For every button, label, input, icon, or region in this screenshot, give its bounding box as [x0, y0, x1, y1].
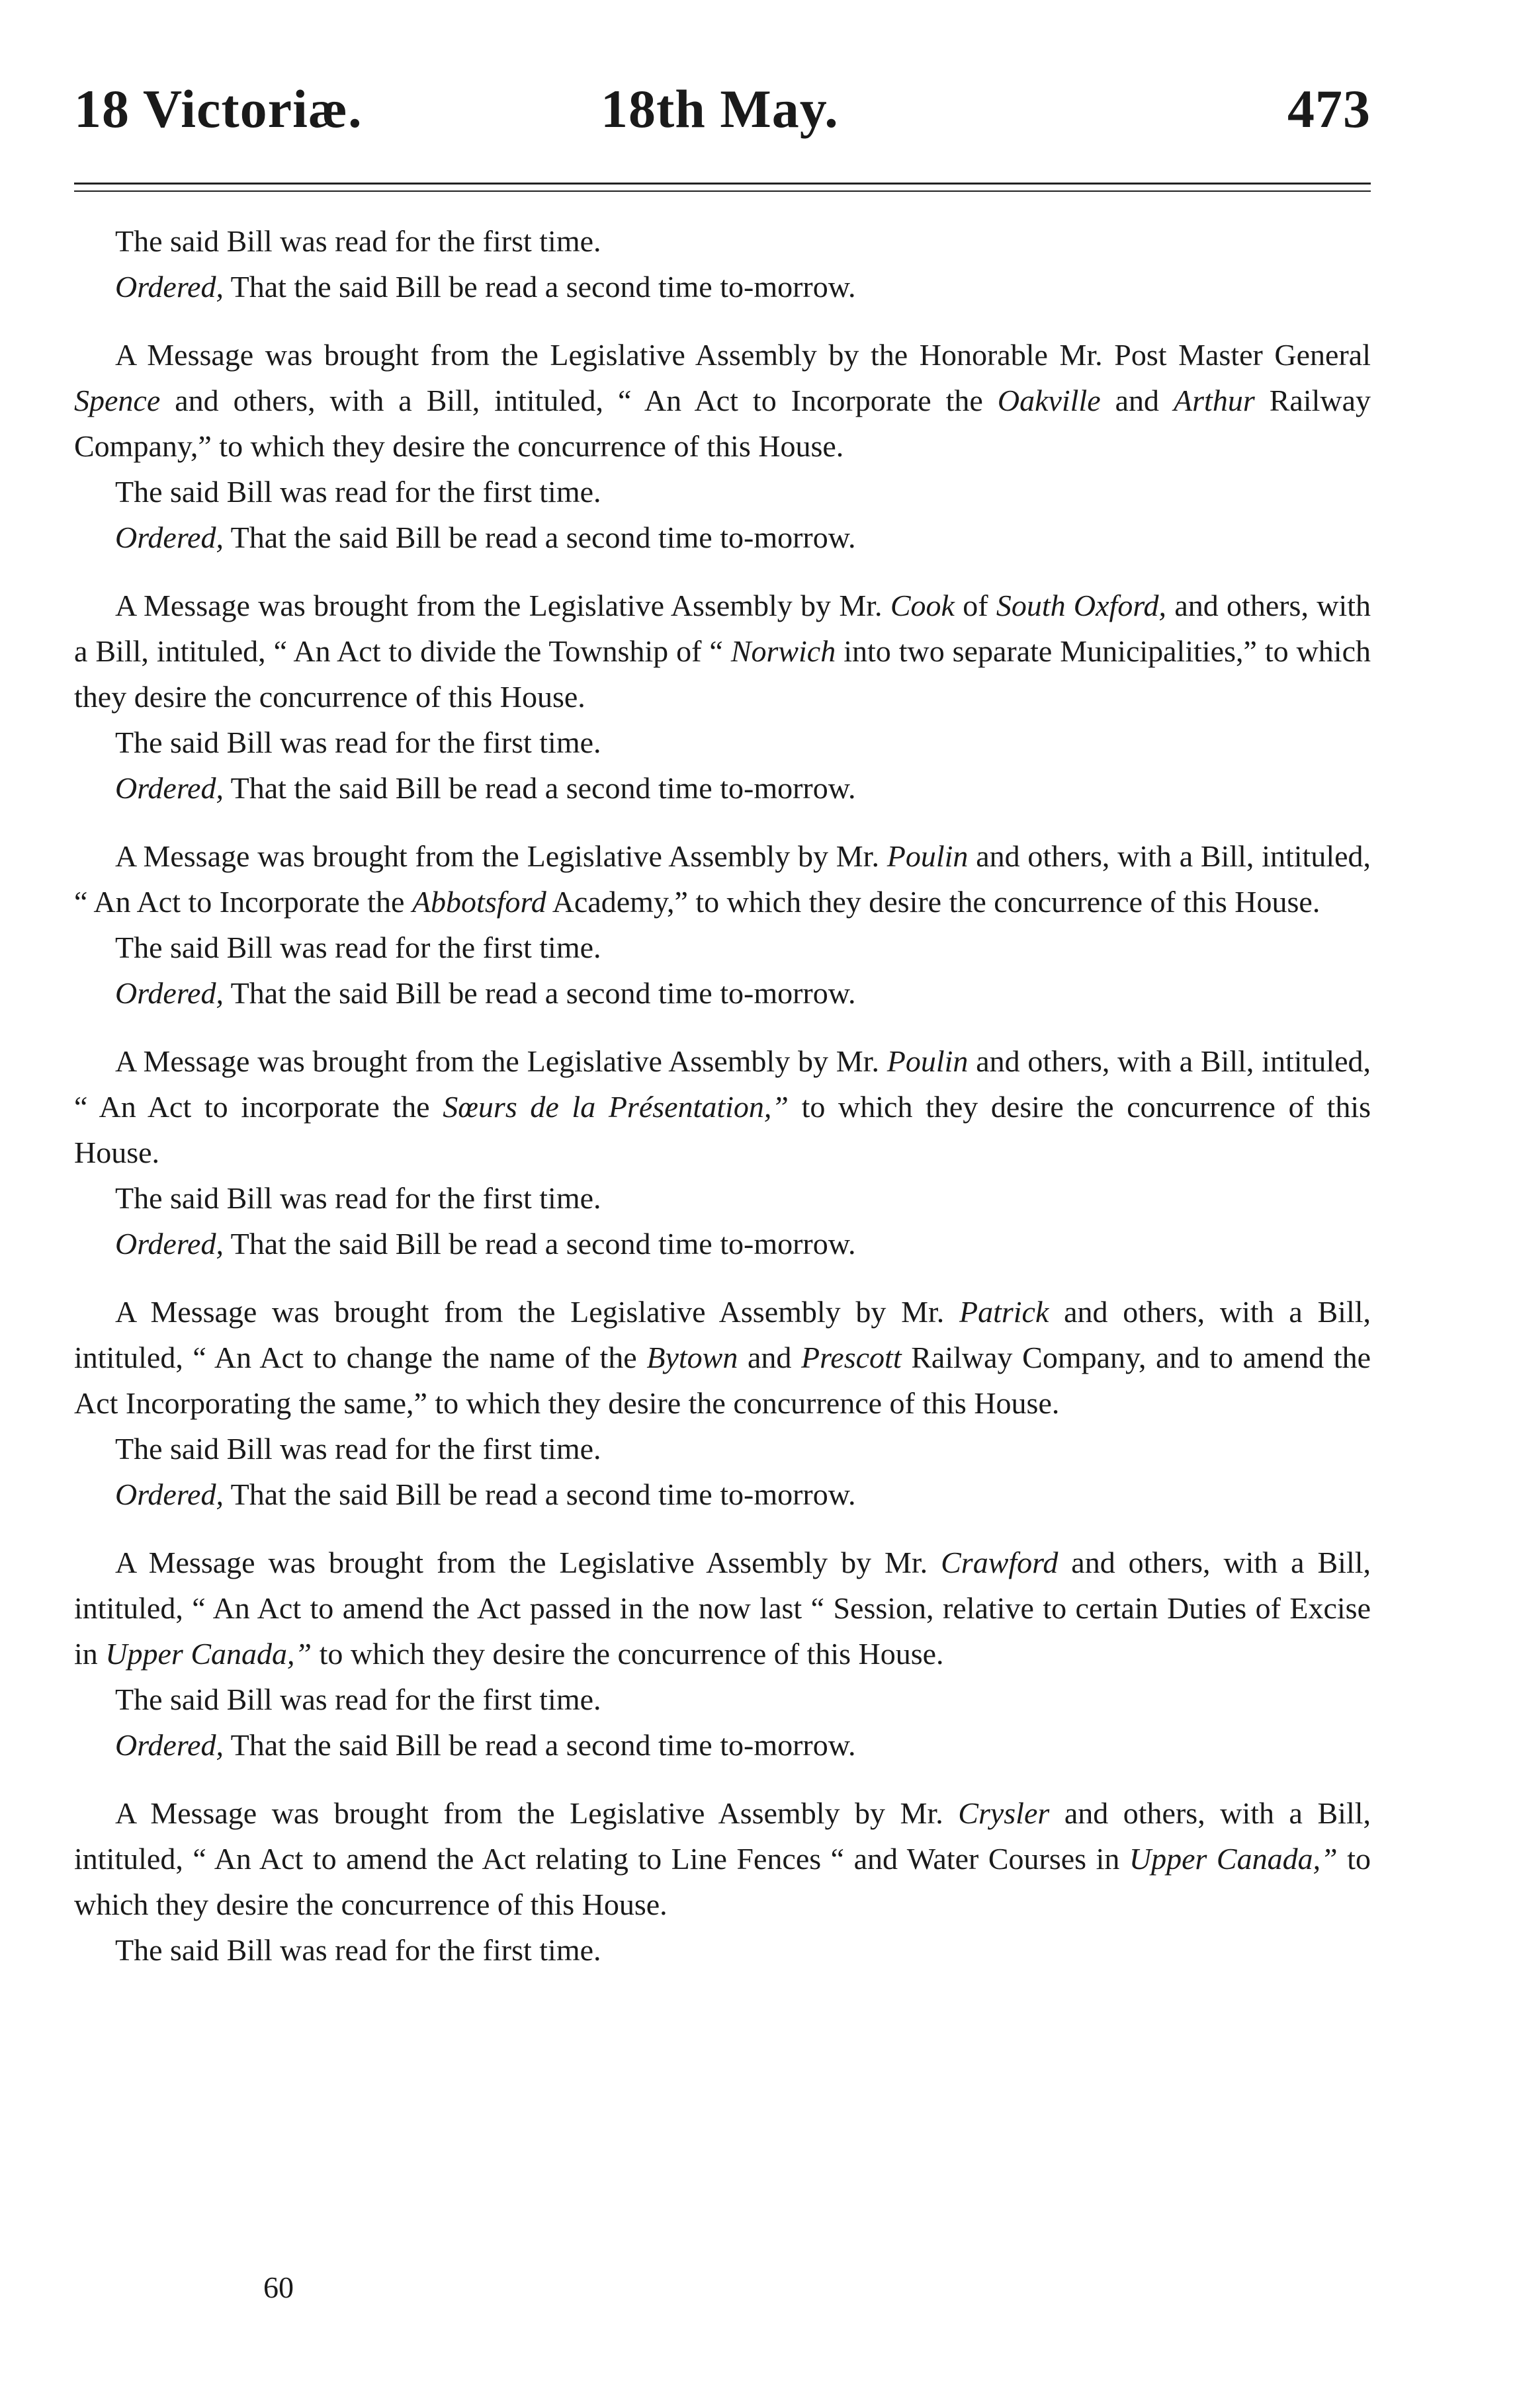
entry	[74, 833, 1371, 1016]
place-name: Arthur	[1174, 384, 1255, 417]
ordered-text: That the said Bill be read a second time to-morrow.	[230, 1477, 856, 1511]
entry	[74, 583, 1371, 811]
message-paragraph: A Message was brought from the Legislative Assembly by Mr. Cook of South Oxford, and others, with a Bill, intituled, “ An Act to divide the Township of “ Norwich into two separate Municipalities,” to which they desire the concurrence of this House.	[74, 589, 1371, 714]
ordered-line	[74, 264, 1371, 310]
message-paragraph: A Message was brought from the Legislative Assembly by Mr. Crysler and others, with a Bill, intituled, “ An Act to amend the Act relating to Line Fences “ and Water Courses in Upper Canada,” to which they desire the concurrence of this House.	[74, 1796, 1371, 1921]
member-name: Spence	[74, 384, 161, 417]
place-name: Abbotsford	[411, 885, 546, 919]
ordered-text: That the said Bill be read a second time to-morrow.	[230, 771, 856, 805]
ordered-label: Ordered,	[115, 270, 224, 304]
member-name: Poulin	[886, 839, 969, 873]
place-name: Bytown	[646, 1341, 738, 1374]
entry	[74, 1289, 1371, 1517]
message-paragraph: A Message was brought from the Legislative Assembly by the Honorable Mr. Post Master General Spence and others, with a Bill, intituled, “ An Act to Incorporate the Oakville and Arthur Railway Company,” to which they desire the concurrence of this House.	[74, 338, 1371, 463]
ordered-label: Ordered,	[115, 1477, 224, 1511]
entry	[74, 1038, 1371, 1266]
place-name: South Oxford,	[996, 589, 1167, 622]
place-name: Upper Canada,”	[105, 1637, 312, 1671]
entry	[74, 1790, 1371, 1973]
ordered-text: That the said Bill be read a second time to-morrow.	[230, 270, 856, 304]
page-header	[74, 78, 1371, 151]
message-paragraph: A Message was brought from the Legislative Assembly by Mr. Poulin and others, with a Bill, intituled, “ An Act to incorporate the Sœurs de la Présentation,” to which they desire the concurrence of this House.	[74, 1044, 1371, 1169]
first-reading-line: The said Bill was read for the first time.	[115, 1432, 601, 1466]
ordered-label: Ordered,	[115, 1728, 224, 1762]
ordered-text: That the said Bill be read a second time to-morrow.	[230, 1227, 856, 1261]
ordered-text: That the said Bill be read a second time to-morrow.	[230, 976, 856, 1010]
ordered-line	[74, 515, 1371, 560]
entry	[74, 332, 1371, 560]
message-paragraph: A Message was brought from the Legislative Assembly by Mr. Crawford and others, with a Bill, intituled, “ An Act to amend the Act passed in the now last “ Session, relative to certain Duties of Excise in Upper Canada,” to which they desire the concurrence of this House.	[74, 1546, 1371, 1671]
place-name: Norwich	[730, 634, 836, 668]
member-name: Patrick	[959, 1295, 1049, 1329]
ordered-line	[74, 1472, 1371, 1517]
message-paragraph: A Message was brought from the Legislative Assembly by Mr. Poulin and others, with a Bill, intituled, “ An Act to Incorporate the Abbotsford Academy,” to which they desire the concurrence of this House.	[74, 839, 1371, 919]
entry	[74, 218, 1371, 310]
header-date: 18th May.	[601, 79, 839, 139]
place-name: Upper Canada,”	[1129, 1842, 1338, 1876]
first-reading-line: The said Bill was read for the first time.	[115, 475, 601, 509]
first-reading-line: The said Bill was read for the first time.	[115, 224, 601, 258]
ordered-label: Ordered,	[115, 1227, 224, 1261]
ordered-text: That the said Bill be read a second time to-morrow.	[230, 1728, 856, 1762]
ordered-label: Ordered,	[115, 520, 224, 554]
member-name: Cook	[890, 589, 955, 622]
first-reading-line: The said Bill was read for the first time.	[115, 1682, 601, 1716]
ordered-label: Ordered,	[115, 976, 224, 1010]
entry	[74, 1540, 1371, 1768]
header-rule-bottom	[74, 190, 1371, 192]
header-session: 18 Victoriæ.	[74, 79, 363, 139]
first-reading-line: The said Bill was read for the first time.	[115, 931, 601, 964]
institution-name: Sœurs de la Présentation,”	[443, 1090, 789, 1124]
member-name: Crysler	[958, 1796, 1050, 1830]
page-number: 473	[1287, 79, 1371, 139]
ordered-label: Ordered,	[115, 771, 224, 805]
first-reading-line: The said Bill was read for the first time.	[115, 1181, 601, 1215]
place-name: Prescott	[801, 1341, 902, 1374]
member-name: Poulin	[886, 1044, 969, 1078]
ordered-text: That the said Bill be read a second time to-morrow.	[230, 520, 856, 554]
ordered-line	[74, 970, 1371, 1016]
ordered-line	[74, 765, 1371, 811]
place-name: Oakville	[997, 384, 1101, 417]
first-reading-line: The said Bill was read for the first time.	[115, 726, 601, 759]
first-reading-line: The said Bill was read for the first time.	[115, 1933, 601, 1967]
ordered-line	[74, 1221, 1371, 1266]
member-name: Crawford	[941, 1546, 1059, 1579]
signature-mark: 60	[263, 2270, 294, 2304]
header-rule-top	[74, 183, 1371, 185]
message-paragraph: A Message was brought from the Legislative Assembly by Mr. Patrick and others, with a Bill, intituled, “ An Act to change the name of the Bytown and Prescott Railway Company, and to amend the Act Incorporating the same,” to which they desire the concurrence of this House.	[74, 1295, 1371, 1420]
ordered-line	[74, 1722, 1371, 1768]
journal-body	[74, 218, 1371, 1995]
